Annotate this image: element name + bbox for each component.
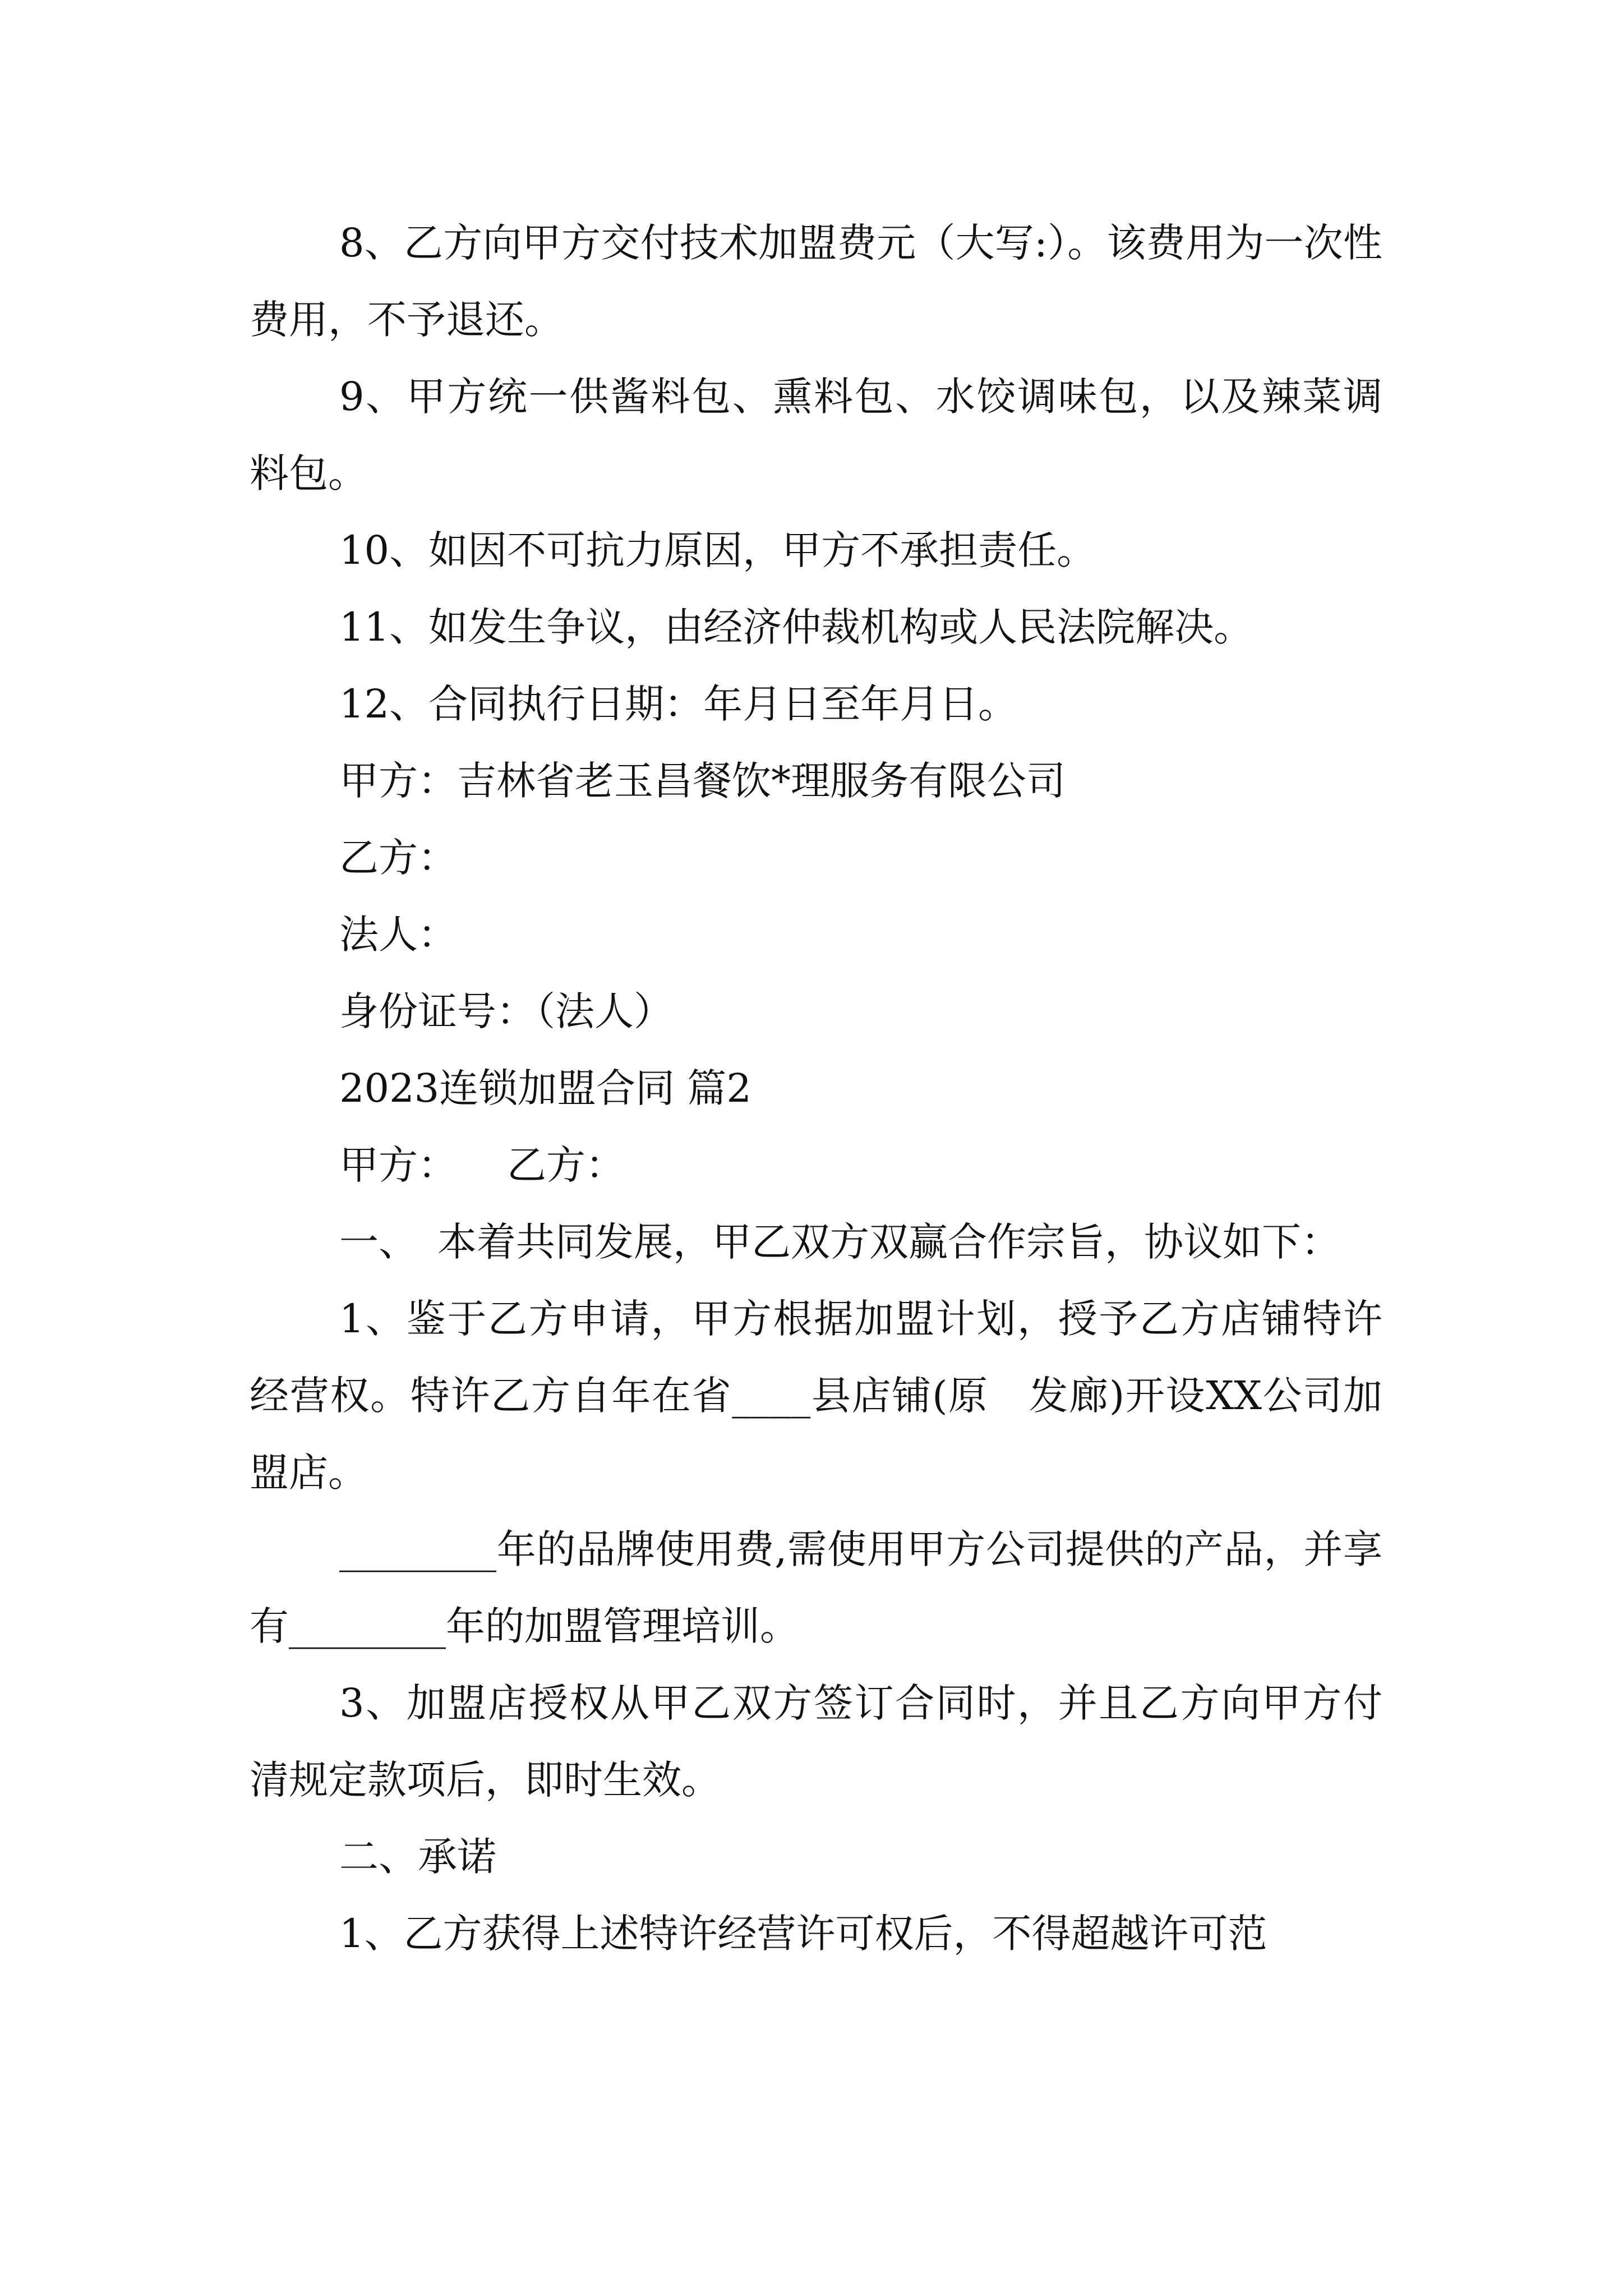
clause-two-heading: 二、承诺 [339,1834,496,1880]
clause-one: 一、 本着共同发展，甲乙双方双赢合作宗旨，协议如下： [339,1219,1340,1265]
clause-one-item-3: 3、加盟店授权从甲乙双方签订合同时，并且乙方向甲方付清规定款项后，即时生效。 [250,1680,1382,1803]
document-body [250,205,1382,1972]
parties-line: 甲方： 乙方： [339,1142,625,1188]
paragraph-clause-9: 9、甲方统一供酱料包、熏料包、水饺调味包，以及辣菜调料包。 [250,374,1382,496]
clause-one-item-1: 1、鉴于乙方申请，甲方根据加盟计划，授予乙方店铺特许经营权。特许乙方自年在省____县店铺(原 发廊)开设XX公司加盟店。 [250,1296,1382,1496]
section-title: 2023连锁加盟合同 篇2 [339,1065,751,1111]
paragraph-clause-10: 10、如因不可抗力原因，甲方不承担责任。 [339,527,1096,573]
party-a-line: 甲方：吉林省老玉昌餐饮*理服务有限公司 [339,758,1066,804]
clause-two-item-1: 1、乙方获得上述特许经营许可权后，不得超越许可范 [339,1911,1267,1957]
party-b-line: 乙方： [339,835,457,881]
paragraph-clause-12: 12、合同执行日期：年月日至年月日。 [339,681,1018,727]
legal-person-line: 法人： [339,912,457,958]
paragraph-clause-11: 11、如发生争议，由经济仲裁机构或人民法院解决。 [339,604,1253,650]
id-number-line: 身份证号：（法人） [339,988,673,1034]
clause-one-item-2: ________年的品牌使用费,需使用甲方公司提供的产品，并享有________年的加盟管理培训。 [250,1526,1382,1649]
paragraph-clause-8: 8、乙方向甲方交付技术加盟费元（大写:）。该费用为一次性费用，不予退还。 [250,220,1382,343]
